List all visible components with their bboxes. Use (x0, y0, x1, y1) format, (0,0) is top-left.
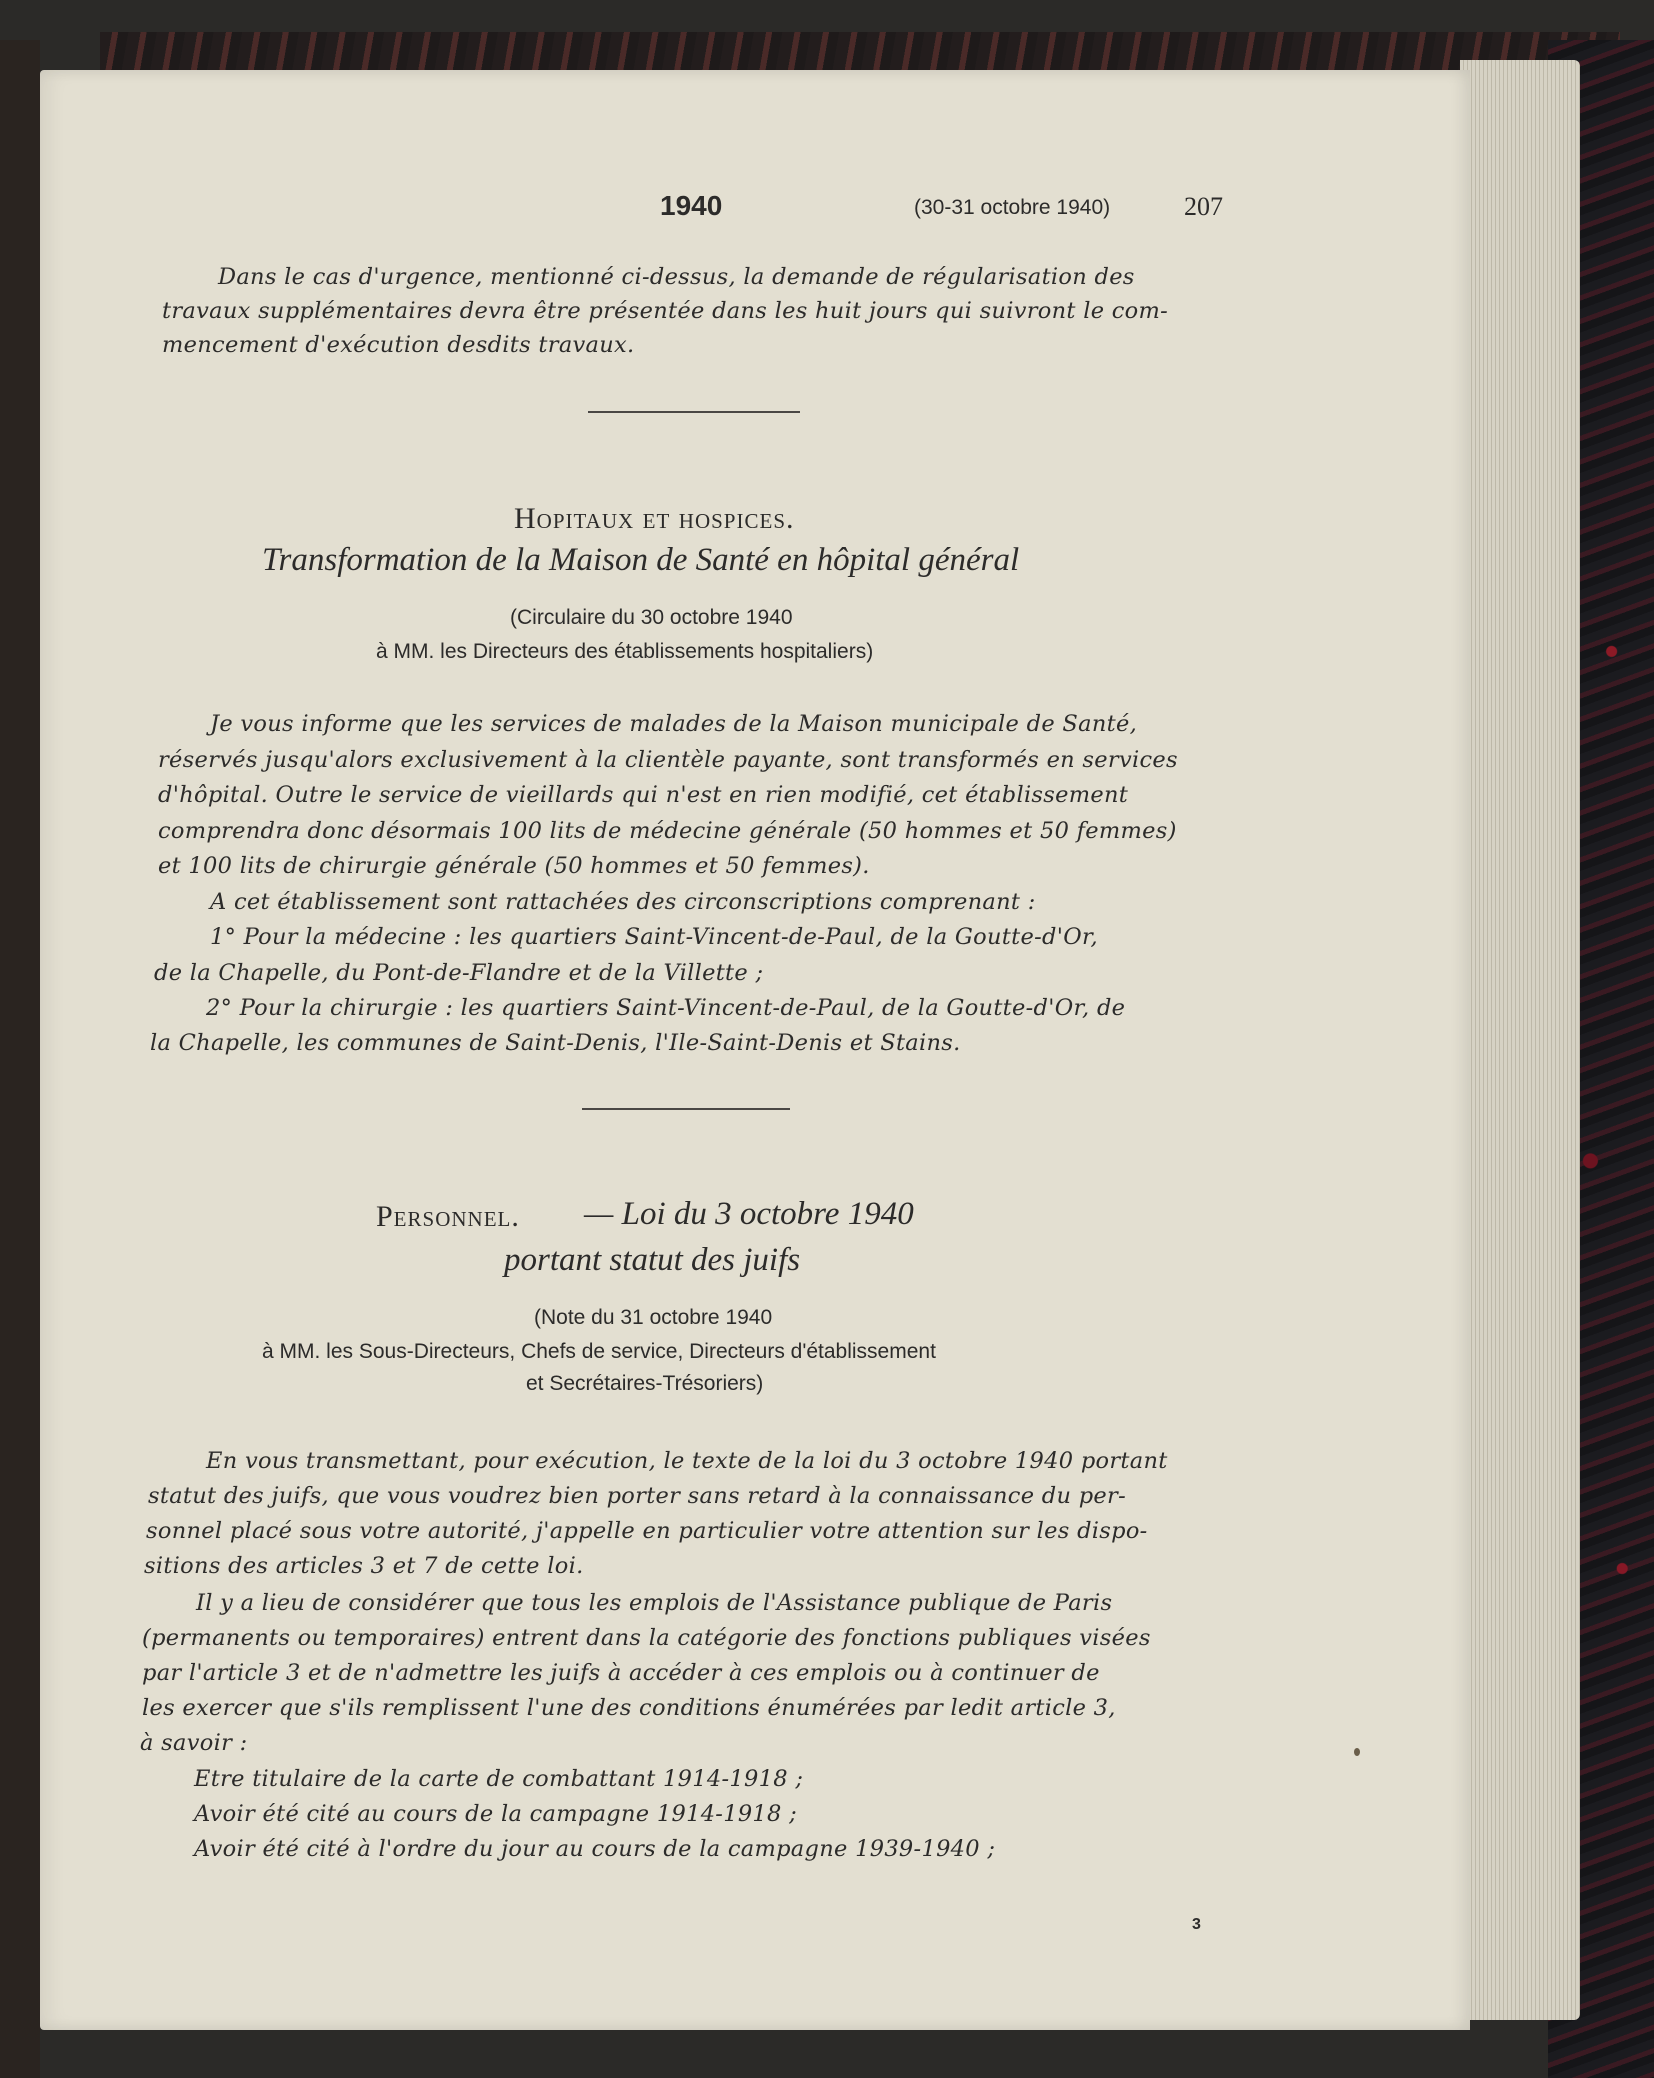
body-line: réservés jusqu'alors exclusivement à la clientèle payante, sont transformés en services (158, 747, 1178, 773)
intro-line: Dans le cas d'urgence, mentionné ci-dessus, la demande de régularisation des (218, 264, 1135, 290)
body-line: comprendra donc désormais 100 lits de médecine générale (50 hommes et 50 femmes) (158, 818, 1177, 844)
body-line: (permanents ou temporaires) entrent dans la catégorie des fonctions publiques visées (142, 1625, 1151, 1651)
body-line: par l'article 3 et de n'admettre les juifs à accéder à ces emplois ou à continuer de (142, 1660, 1100, 1686)
section-title-hopitaux: Hopitaux et hospices. (514, 502, 795, 535)
body-line: Avoir été cité au cours de la campagne 1914-1918 ; (194, 1801, 797, 1827)
section-subtitle-personnel: portant statut des juifs (504, 1242, 801, 1278)
body-line: sitions des articles 3 et 7 de cette loi. (144, 1553, 584, 1579)
body-line: les exercer que s'ils remplissent l'une des conditions énumérées par ledit article 3, (142, 1695, 1116, 1721)
body-line: de la Chapelle, du Pont-de-Flandre et de la Villette ; (154, 960, 764, 986)
body-line: 1° Pour la médecine : les quartiers Saint-Vincent-de-Paul, de la Goutte-d'Or, (210, 924, 1098, 950)
body-line: En vous transmettant, pour exécution, le texte de la loi du 3 octobre 1940 portant (206, 1448, 1168, 1474)
note-addressees-cont: et Secrétaires-Trésoriers) (526, 1372, 764, 1395)
book-cover-left-edge (0, 40, 40, 2078)
section-subtitle-hopitaux: Transformation de la Maison de Santé en hôpital général (262, 542, 1020, 578)
note-reference: (Note du 31 octobre 1940 (534, 1306, 773, 1329)
body-line: la Chapelle, les communes de Saint-Denis, l'Ile-Saint-Denis et Stains. (150, 1030, 961, 1056)
body-line: Je vous informe que les services de malades de la Maison municipale de Santé, (210, 711, 1138, 737)
running-header-date: (30-31 octobre 1940) (914, 196, 1111, 219)
body-line: Etre titulaire de la carte de combattant 1914-1918 ; (194, 1766, 804, 1792)
signature-mark: 3 (1192, 1916, 1201, 1933)
body-line: et 100 lits de chirurgie générale (50 hommes et 50 femmes). (158, 853, 870, 879)
body-line: Il y a lieu de considérer que tous les emplois de l'Assistance publique de Paris (196, 1590, 1113, 1616)
running-header-year: 1940 (660, 190, 723, 221)
ink-speck (1354, 1748, 1360, 1756)
section-title-personnel: Personnel. (376, 1200, 520, 1233)
circular-reference: (Circulaire du 30 octobre 1940 (510, 606, 793, 629)
section-title-law: — Loi du 3 octobre 1940 (584, 1196, 914, 1232)
body-line: à savoir : (140, 1730, 248, 1756)
intro-line: mencement d'exécution desdits travaux. (162, 332, 635, 358)
intro-line: travaux supplémentaires devra être présentée dans les huit jours qui suivront le com- (162, 298, 1169, 324)
body-line: d'hôpital. Outre le service de vieillards qui n'est en rien modifié, cet établissement (158, 782, 1129, 808)
section-divider (588, 411, 800, 413)
circular-addressees: à MM. les Directeurs des établissements hospitaliers) (376, 640, 874, 663)
body-line: statut des juifs, que vous voudrez bien porter sans retard à la connaissance du per- (148, 1483, 1126, 1509)
book-cover-top-edge (100, 32, 1620, 72)
body-line: Avoir été cité à l'ordre du jour au cours de la campagne 1939-1940 ; (194, 1836, 996, 1862)
body-line: sonnel placé sous votre autorité, j'appelle en particulier votre attention sur les dispo- (146, 1518, 1148, 1544)
page-number: 207 (1184, 192, 1223, 221)
section-divider (582, 1108, 790, 1110)
body-line: A cet établissement sont rattachées des circonscriptions comprenant : (210, 889, 1036, 915)
page-block-edges (1460, 60, 1580, 2020)
note-addressees: à MM. les Sous-Directeurs, Chefs de service, Directeurs d'établissement (262, 1340, 936, 1363)
body-line: 2° Pour la chirurgie : les quartiers Saint-Vincent-de-Paul, de la Goutte-d'Or, de (206, 995, 1126, 1021)
